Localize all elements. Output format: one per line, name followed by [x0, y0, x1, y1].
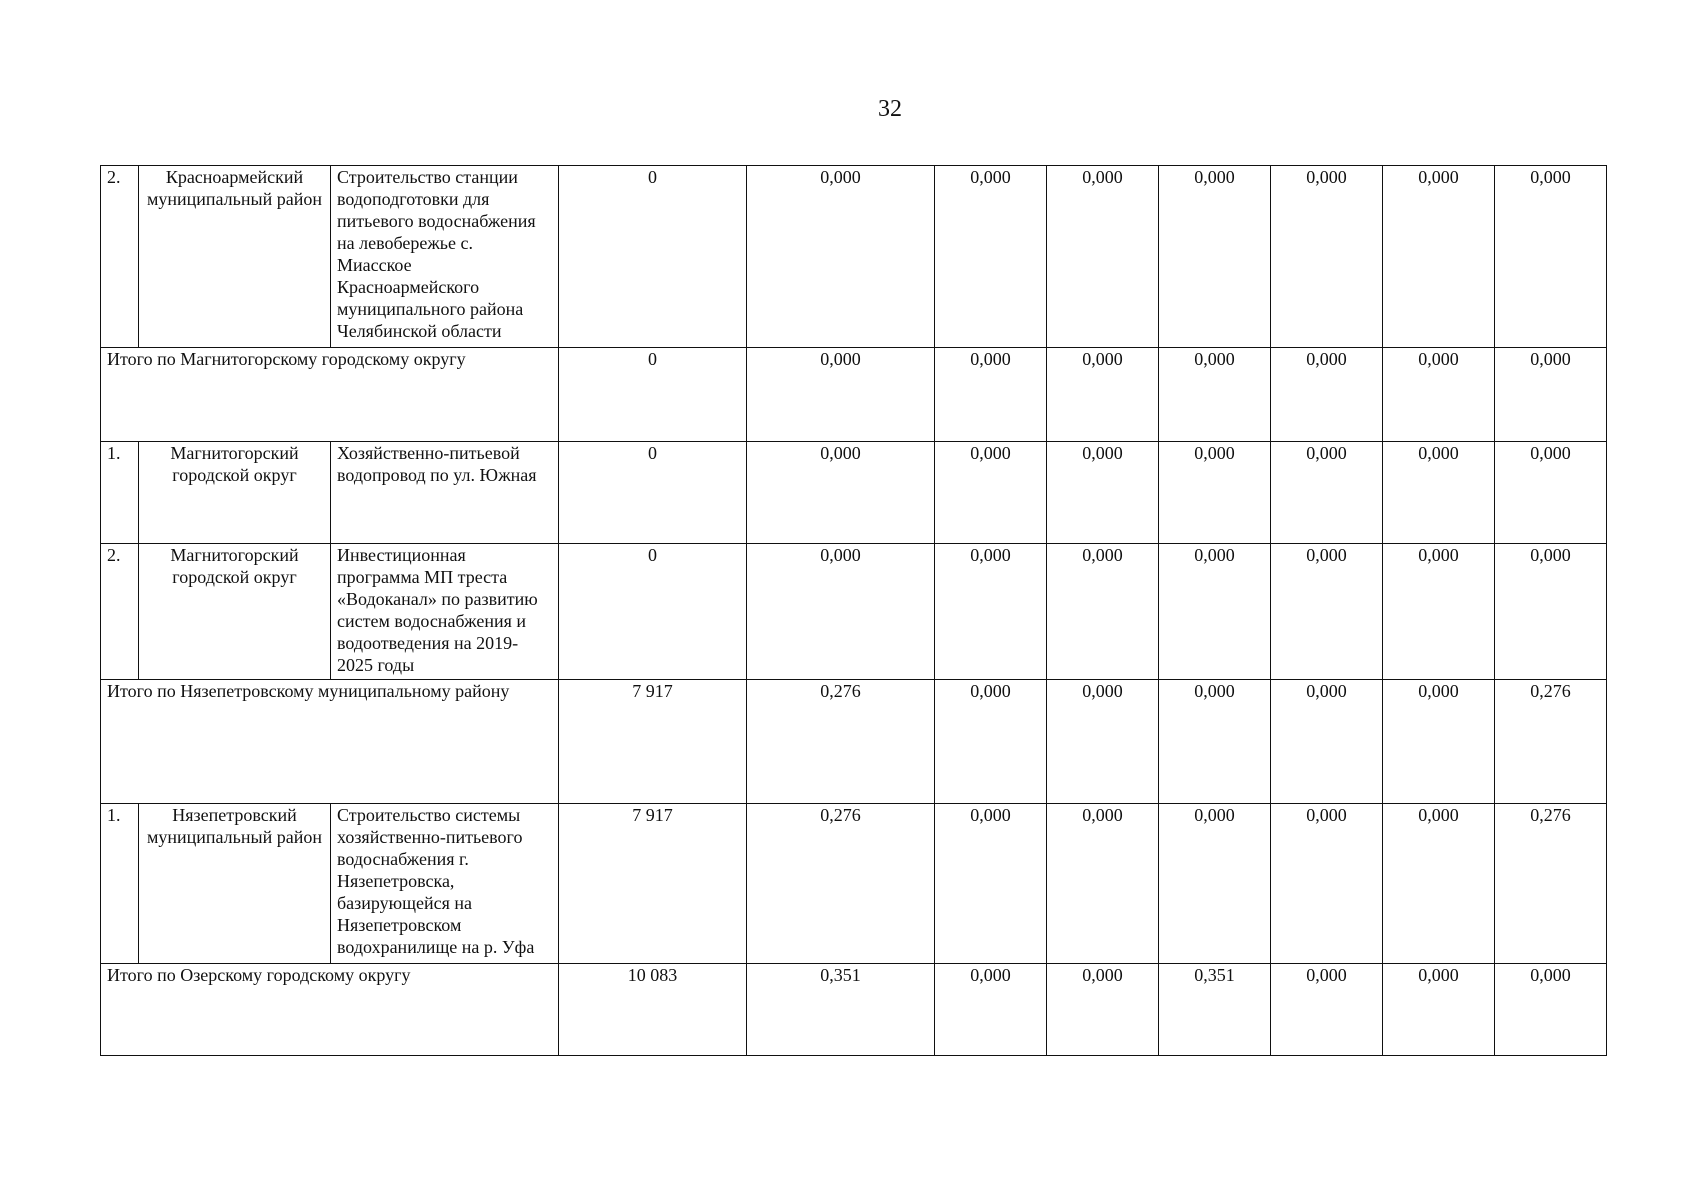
total-label	[101, 680, 559, 804]
value-cell: 0,000	[1047, 964, 1159, 1056]
value-cell: 0,000	[1383, 680, 1495, 804]
municipality-name: Нязепетровский муниципальный район	[139, 804, 331, 964]
value-cell: 0,276	[1495, 804, 1607, 964]
row-number: 2.	[101, 544, 139, 680]
item-row	[101, 804, 1607, 964]
total-row	[101, 348, 1607, 442]
total-label	[101, 964, 559, 1056]
object-name: Строительство системы хозяйственно-питьевого водоснабжения г. Нязепетровска, базирующейся на Нязепетровском водохранилище на р. Уфа	[331, 804, 559, 964]
value-cell: 0,000	[1271, 680, 1383, 804]
value-cell: 0,351	[1159, 964, 1271, 1056]
value-cell: 0,276	[747, 804, 935, 964]
total-label-text: Итого по Нязепетровскому муниципальному району	[107, 681, 510, 701]
value-cell: 0	[559, 348, 747, 442]
item-row	[101, 544, 1607, 680]
value-cell: 0,000	[1159, 804, 1271, 964]
value-cell: 0,000	[1047, 544, 1159, 680]
value-cell: 0,000	[1271, 804, 1383, 964]
value-cell: 0,000	[935, 680, 1047, 804]
value-cell: 0,000	[1159, 544, 1271, 680]
value-cell: 0,000	[1383, 964, 1495, 1056]
total-label-text: Итого по Магнитогорскому городскому округу	[107, 349, 466, 369]
object-name: Хозяйственно-питьевой водопровод по ул. Южная	[331, 442, 559, 544]
value-cell: 0,000	[1495, 166, 1607, 348]
value-cell: 0,000	[1271, 544, 1383, 680]
value-cell: 0,000	[935, 348, 1047, 442]
municipality-name: Магнитогорский городской округ	[139, 442, 331, 544]
value-cell: 0,276	[1495, 680, 1607, 804]
value-cell: 0,000	[1495, 544, 1607, 680]
value-cell: 0,000	[935, 166, 1047, 348]
value-cell: 0,000	[747, 544, 935, 680]
value-cell: 0	[559, 442, 747, 544]
row-number: 1.	[101, 442, 139, 544]
value-cell: 0,000	[1495, 348, 1607, 442]
value-cell: 0,000	[1047, 804, 1159, 964]
value-cell: 0,000	[1159, 442, 1271, 544]
total-label-text: Итого по Озерскому городскому округу	[107, 965, 411, 985]
total-label	[101, 348, 559, 442]
value-cell: 0,000	[1383, 804, 1495, 964]
item-row	[101, 442, 1607, 544]
value-cell: 0,000	[1271, 348, 1383, 442]
value-cell: 0,000	[935, 442, 1047, 544]
total-row	[101, 964, 1607, 1056]
value-cell: 10 083	[559, 964, 747, 1056]
value-cell: 0,000	[1159, 348, 1271, 442]
value-cell: 0,000	[1383, 544, 1495, 680]
value-cell: 0,000	[747, 442, 935, 544]
total-row	[101, 680, 1607, 804]
value-cell: 0,000	[1383, 348, 1495, 442]
value-cell: 7 917	[559, 680, 747, 804]
value-cell: 0,000	[1159, 680, 1271, 804]
value-cell: 0,000	[1047, 166, 1159, 348]
object-name: Строительство станции водоподготовки для питьевого водоснабжения на левобережье с. Миасское Красноармейского муниципального района Челябинской области	[331, 166, 559, 348]
value-cell: 0,000	[1495, 964, 1607, 1056]
value-cell: 0,000	[1047, 680, 1159, 804]
municipality-name: Красноармейский муниципальный район	[139, 166, 331, 348]
value-cell: 0,000	[935, 544, 1047, 680]
value-cell: 0,000	[935, 804, 1047, 964]
value-cell: 0,000	[1271, 166, 1383, 348]
value-cell: 0,000	[747, 348, 935, 442]
value-cell: 0	[559, 166, 747, 348]
value-cell: 0,000	[1047, 348, 1159, 442]
value-cell: 0,351	[747, 964, 935, 1056]
value-cell: 7 917	[559, 804, 747, 964]
value-cell: 0,000	[1271, 964, 1383, 1056]
object-name: Инвестиционная программа МП треста «Водоканал» по развитию систем водоснабжения и водоотведения на 2019-2025 годы	[331, 544, 559, 680]
value-cell: 0,000	[1047, 442, 1159, 544]
item-row	[101, 166, 1607, 348]
value-cell: 0,000	[1159, 166, 1271, 348]
row-number: 1.	[101, 804, 139, 964]
value-cell: 0,276	[747, 680, 935, 804]
value-cell: 0,000	[1383, 166, 1495, 348]
page-number: 32	[878, 96, 902, 122]
municipality-name: Магнитогорский городской округ	[139, 544, 331, 680]
value-cell: 0,000	[747, 166, 935, 348]
value-cell: 0,000	[1495, 442, 1607, 544]
value-cell: 0	[559, 544, 747, 680]
value-cell: 0,000	[1271, 442, 1383, 544]
value-cell: 0,000	[1383, 442, 1495, 544]
value-cell: 0,000	[935, 964, 1047, 1056]
row-number: 2.	[101, 166, 139, 348]
funding-table	[100, 165, 1607, 1056]
